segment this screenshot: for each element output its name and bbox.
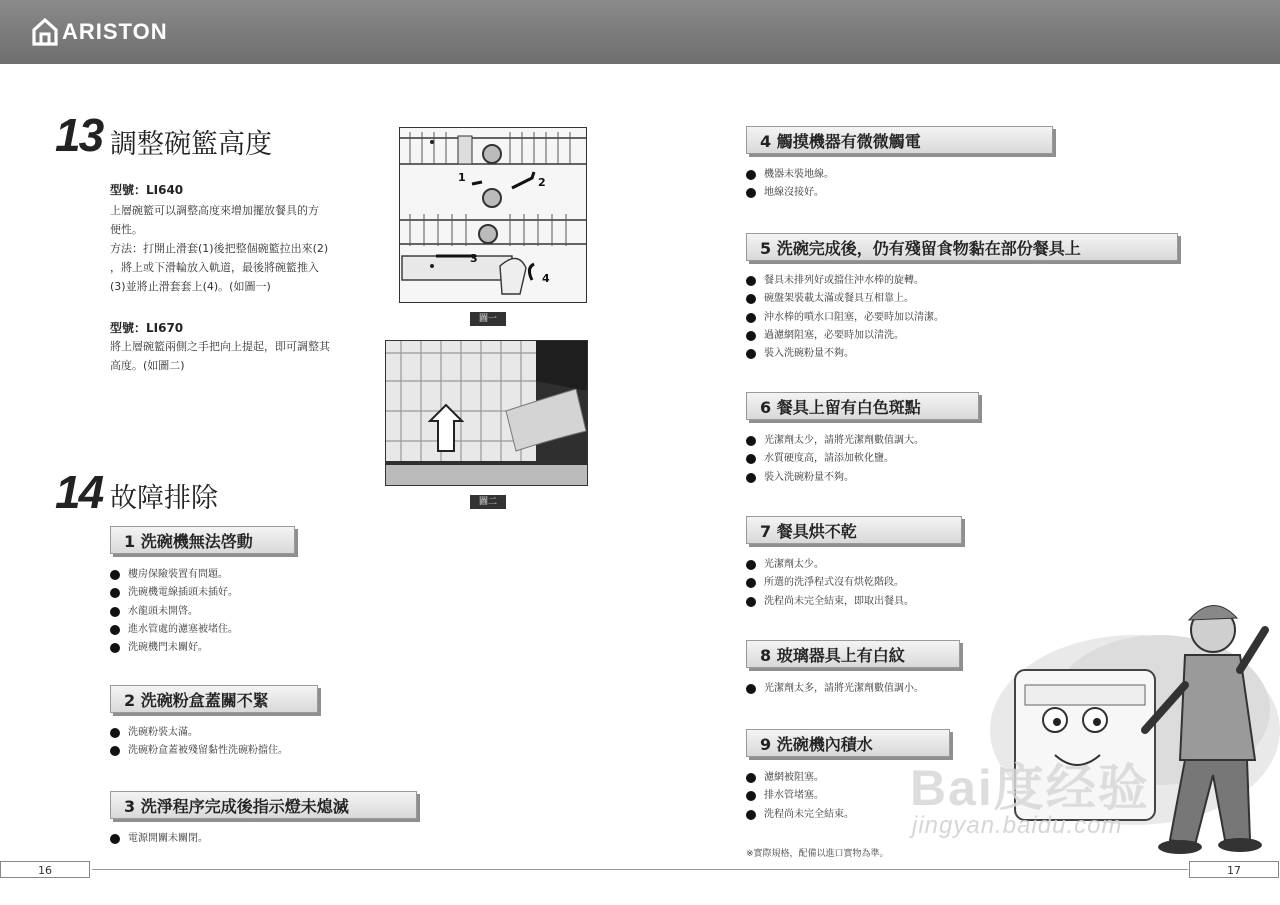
fault-4-list: [746, 166, 834, 203]
figure-1: [399, 127, 587, 303]
bullet-icon: [746, 331, 756, 341]
bullet-icon: [746, 773, 756, 783]
list-item: 進水管處的濾塞被堵住。: [110, 621, 238, 639]
bullet-icon: [746, 791, 756, 801]
bullet-icon: [746, 454, 756, 464]
list-item: 洗碗機電線插頭未插好。: [110, 584, 238, 602]
list-item: 樓房保險裝置有問題。: [110, 566, 238, 584]
list-item: 洗碗粉盒蓋被殘留黏性洗碗粉擋住。: [110, 742, 288, 760]
list-item: 水質硬度高，請添加軟化鹽。: [746, 450, 924, 468]
bullet-icon: [746, 597, 756, 607]
para-line: ，將上或下滑輪放入軌道，最後將碗籃推入: [110, 261, 319, 274]
list-item: 裝入洗碗粉量不夠。: [746, 469, 924, 487]
fault-6-heading: 6 餐具上留有白色斑點: [746, 392, 979, 420]
bullet-icon: [110, 728, 120, 738]
fault-6-list: [746, 432, 924, 487]
model-2-label: 型號：LI670: [110, 321, 184, 335]
watermark-url: jingyan.baidu.com: [912, 812, 1123, 839]
fault-7-heading: 7 餐具烘不乾: [746, 516, 962, 544]
list-item: 洗程尚未完全結束，即取出餐具。: [746, 593, 914, 611]
model-2-description: [110, 337, 330, 375]
watermark-text: Bai度经验: [910, 760, 1150, 816]
bullet-icon: [110, 607, 120, 617]
list-item: 沖水棒的噴水口阻塞，必要時加以清潔。: [746, 309, 944, 327]
fault-8-heading: 8 玻璃器具上有白紋: [746, 640, 960, 668]
fault-3-list: [110, 830, 208, 848]
bullet-icon: [746, 684, 756, 694]
list-item: 洗碗粉裝太滿。: [110, 724, 288, 742]
fig1-number-1: 1: [458, 171, 466, 184]
bullet-icon: [746, 349, 756, 359]
fault-2-heading: 2 洗碗粉盒蓋關不緊: [110, 685, 318, 713]
fig1-number-2: 2: [538, 176, 546, 189]
list-item: 光潔劑太多，請將光潔劑數值調小。: [746, 680, 924, 698]
bullet-icon: [746, 473, 756, 483]
list-item: 電源開關未關閉。: [110, 830, 208, 848]
list-item: 過濾網阻塞，必要時加以清洗。: [746, 327, 944, 345]
bullet-icon: [110, 625, 120, 635]
bullet-icon: [110, 570, 120, 580]
fault-8-list: [746, 680, 924, 698]
basket-lift-photo: [386, 341, 587, 485]
figure-1-caption: 圖一: [470, 312, 506, 326]
page-number-left: 16: [0, 861, 90, 878]
model-1-label: 型號：LI640: [110, 183, 184, 197]
fault-7-list: [746, 556, 914, 611]
fault-1-heading: 1 洗碗機無法啓動: [110, 526, 295, 554]
bullet-icon: [746, 294, 756, 304]
fault-3-heading: 3 洗淨程序完成後指示燈未熄滅: [110, 791, 417, 819]
fault-4-heading: 4 觸摸機器有微微觸電: [746, 126, 1053, 154]
bullet-icon: [746, 170, 756, 180]
fault-2-list: [110, 724, 288, 761]
list-item: 所選的洗淨程式沒有烘乾階段。: [746, 574, 914, 592]
bullet-icon: [746, 436, 756, 446]
list-item: 水龍頭未開啓。: [110, 603, 238, 621]
fault-1-list: [110, 566, 238, 657]
section-13-number: 13: [55, 109, 103, 161]
list-item: 機器未裝地線。: [746, 166, 834, 184]
para-line: (3)並將止滑套套上(4)。(如圖一): [110, 280, 271, 293]
list-item: 洗碗機門未關好。: [110, 639, 238, 657]
house-logo-icon: [32, 18, 58, 46]
fig1-number-4: 4: [542, 272, 550, 285]
list-item: 地線沒接好。: [746, 184, 834, 202]
fig1-number-3: 3: [470, 252, 478, 265]
bullet-icon: [110, 643, 120, 653]
footer-line: [92, 869, 1188, 870]
bullet-icon: [746, 188, 756, 198]
list-item: 碗盤架裝載太滿或餐具互相靠上。: [746, 290, 944, 308]
fault-9-heading: 9 洗碗機內積水: [746, 729, 950, 757]
page-number-right: 17: [1189, 861, 1279, 878]
para-line: 上層碗籃可以調整高度來增加擺放餐具的方: [110, 204, 319, 217]
section-14-title: 故障排除: [110, 483, 218, 514]
para-line: 方法：打開止滑套(1)後把整個碗籃拉出來(2): [110, 242, 329, 255]
para-line: 將上層碗籃兩側之手把向上提起，即可調整其: [110, 340, 330, 353]
list-item: 裝入洗碗粉量不夠。: [746, 345, 944, 363]
brand-name: ARISTON: [62, 19, 168, 44]
para-line: 高度。(如圖二): [110, 359, 185, 372]
section-14-number: 14: [55, 466, 103, 518]
model-1-description: [110, 201, 328, 296]
list-item: 排水管堵塞。: [746, 787, 854, 805]
list-item: 光潔劑太少。: [746, 556, 914, 574]
list-item: 濾網被阻塞。: [746, 769, 854, 787]
list-item: 餐具未排列好或擋住沖水棒的旋轉。: [746, 272, 944, 290]
figure-2-caption: 圖二: [470, 495, 506, 509]
bullet-icon: [110, 588, 120, 598]
fault-5-list: [746, 272, 944, 363]
section-13-title: 調整碗籃高度: [110, 129, 272, 160]
list-item: 光潔劑太少，請將光潔劑數值調大。: [746, 432, 924, 450]
header-bar: [0, 0, 1280, 64]
fault-5-heading: 5 洗碗完成後，仍有殘留食物黏在部份餐具上: [746, 233, 1178, 261]
para-line: 便性。: [110, 223, 143, 236]
bullet-icon: [746, 810, 756, 820]
fault-9-list: [746, 769, 854, 824]
basket-rail-illustration: [400, 128, 586, 302]
bullet-icon: [746, 578, 756, 588]
bullet-icon: [110, 746, 120, 756]
brand-logo: [32, 18, 168, 46]
bullet-icon: [746, 276, 756, 286]
list-item: 洗程尚未完全結束。: [746, 806, 854, 824]
bullet-icon: [746, 313, 756, 323]
bullet-icon: [110, 834, 120, 844]
figure-2: [385, 340, 588, 486]
footnote: ※實際規格，配備以進口實物為準。: [746, 849, 889, 859]
bullet-icon: [746, 560, 756, 570]
